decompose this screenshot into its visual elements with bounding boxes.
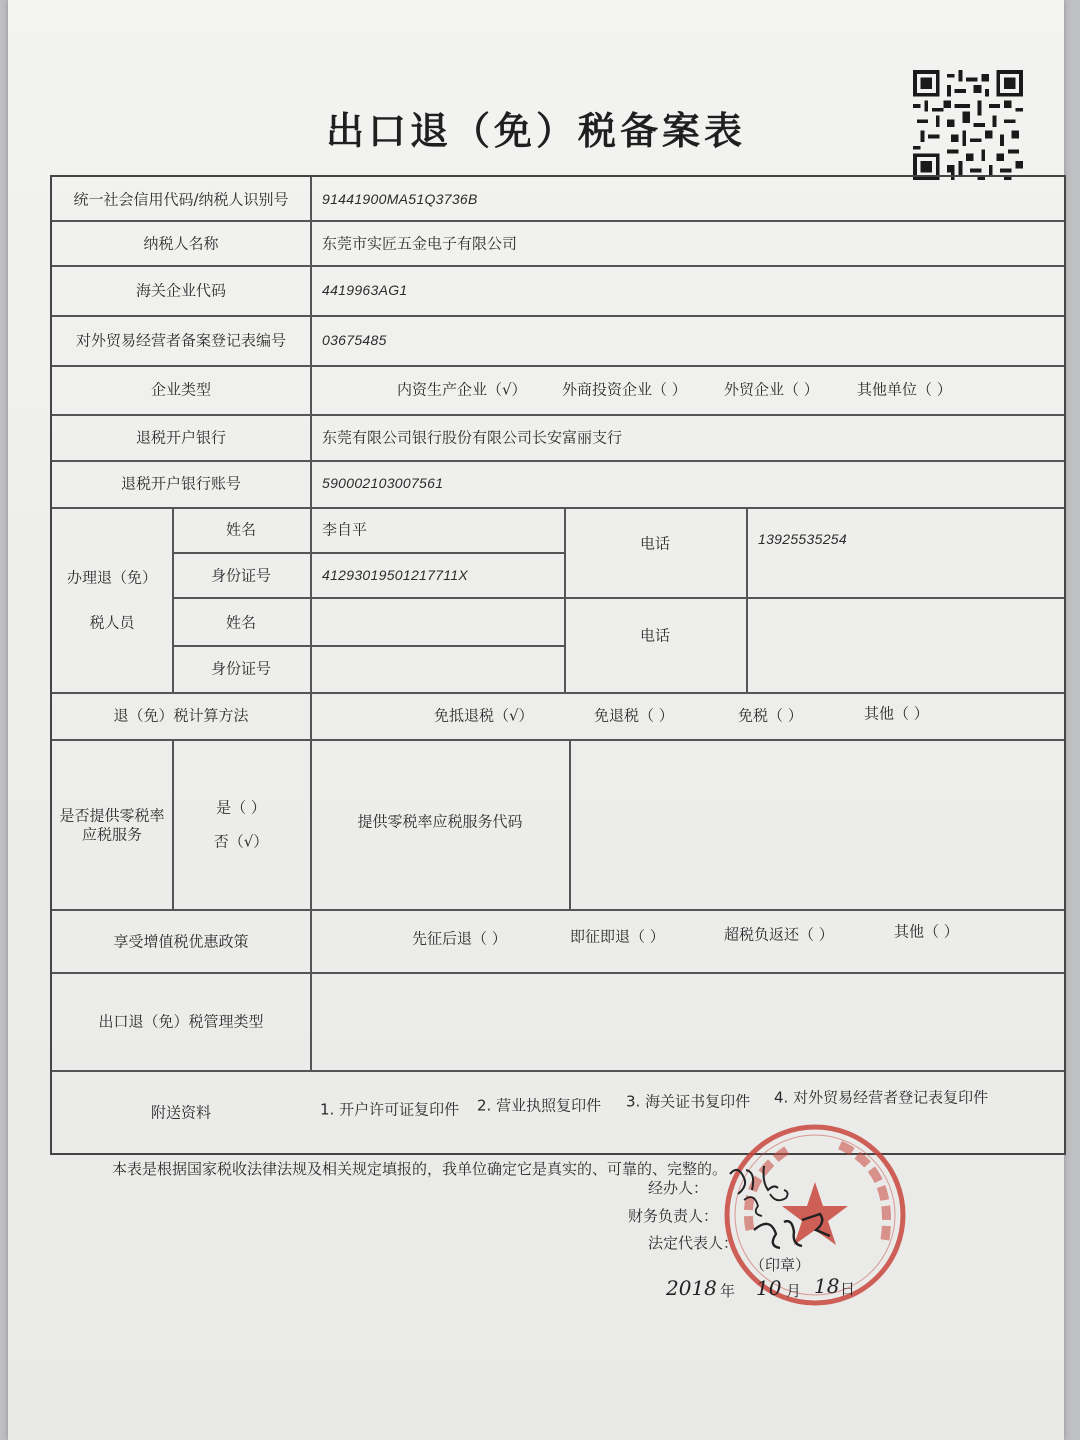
mgmt-type-label: 出口退（免）税管理类型 <box>98 1012 264 1031</box>
qr-code-icon <box>910 70 1026 180</box>
refund-bank-value: 东莞有限公司银行股份有限公司长安富丽支行 <box>322 428 623 447</box>
person2-phone-label: 电话 <box>639 626 671 645</box>
trade-reg-value: 03675485 <box>322 332 387 348</box>
person2-id-label: 身份证号 <box>210 659 272 678</box>
calc-method-option: 免退税（ ） <box>594 706 674 725</box>
form-title: 出口退（免）税备案表 <box>325 109 746 153</box>
zero-rate-code-label: 提供零税率应税服务代码 <box>357 812 523 831</box>
vat-policy-label: 享受增值税优惠政策 <box>113 932 249 951</box>
attachment-item: 4. 对外贸易经营者登记表复印件 <box>774 1088 989 1107</box>
enterprise-type-option: 外贸企业（ ） <box>724 380 819 399</box>
attachment-item: 3. 海关证书复印件 <box>626 1092 751 1111</box>
calc-method-option: 免抵退税（√） <box>434 706 534 725</box>
document-page <box>8 0 1064 1440</box>
person1-phone-label: 电话 <box>639 534 671 553</box>
credit-code-label: 统一社会信用代码/纳税人识别号 <box>73 190 289 209</box>
attachment-item: 1. 开户许可证复印件 <box>320 1100 460 1119</box>
vat-policy-option: 即征即退（ ） <box>570 927 665 946</box>
legal-rep-label: 法定代表人： <box>648 1234 739 1252</box>
customs-code-label: 海关企业代码 <box>135 281 227 300</box>
date-year-unit: 年 <box>720 1282 736 1300</box>
attachments-label: 附送资料 <box>150 1103 212 1122</box>
enterprise-type-option: 内资生产企业（√） <box>397 380 527 399</box>
trade-reg-label: 对外贸易经营者备案登记表编号 <box>75 331 287 350</box>
enterprise-type-option: 其他单位（ ） <box>857 380 952 399</box>
zero-rate-yes: 是（ ） <box>216 798 266 817</box>
declaration-text: 本表是根据国家税收法律法规及相关规定填报的，我单位确定它是真实的、可靠的、完整的。 <box>112 1160 728 1178</box>
refund-bank-label: 退税开户银行 <box>135 428 227 447</box>
zero-rate-label-line1: 是否提供零税率 <box>59 806 165 825</box>
person1-name-value: 李自平 <box>322 520 368 539</box>
date-day-unit: 日 <box>840 1280 856 1298</box>
seal-label: （印章） <box>750 1256 811 1274</box>
person1-name-label: 姓名 <box>225 520 257 539</box>
date-day: 18 <box>814 1274 840 1298</box>
refund-account-label: 退税开户银行账号 <box>120 474 242 493</box>
enterprise-type-option: 外商投资企业（ ） <box>562 380 687 399</box>
zero-rate-label-line2: 应税服务 <box>81 825 143 844</box>
vat-policy-option: 其他（ ） <box>894 922 959 941</box>
enterprise-type-label: 企业类型 <box>150 380 212 399</box>
handwritten-signatures <box>724 1160 844 1270</box>
vat-policy-option: 超税负返还（ ） <box>724 925 834 944</box>
attachment-item: 2. 营业执照复印件 <box>477 1096 602 1115</box>
taxpayer-name-label: 纳税人名称 <box>143 234 219 253</box>
customs-code-value: 4419963AG1 <box>322 282 408 298</box>
date-year: 2018 <box>666 1276 717 1300</box>
finance-label: 财务负责人： <box>628 1207 719 1225</box>
handler-label: 经办人： <box>648 1179 709 1197</box>
personnel-label-line2: 税人员 <box>89 613 135 632</box>
date-month: 10 <box>756 1276 782 1300</box>
person1-id-value: 41293019501217711X <box>322 567 469 583</box>
calc-method-option: 免税（ ） <box>738 706 803 725</box>
personnel-label-line1: 办理退（免） <box>66 568 158 587</box>
vat-policy-option: 先征后退（ ） <box>412 929 507 948</box>
person1-id-label: 身份证号 <box>210 566 272 585</box>
filing-form-table <box>50 175 1066 1155</box>
person2-name-label: 姓名 <box>225 613 257 632</box>
zero-rate-no: 否（√） <box>213 832 269 851</box>
calc-method-option: 其他（ ） <box>864 704 929 723</box>
refund-account-value: 590002103007561 <box>322 475 444 491</box>
calc-method-label: 退（免）税计算方法 <box>113 706 249 725</box>
credit-code-value: 91441900MA51Q3736B <box>322 191 478 207</box>
taxpayer-name-value: 东莞市实匠五金电子有限公司 <box>322 234 518 253</box>
person1-phone-value: 13925535254 <box>758 531 847 547</box>
date-month-unit: 月 <box>786 1282 802 1300</box>
